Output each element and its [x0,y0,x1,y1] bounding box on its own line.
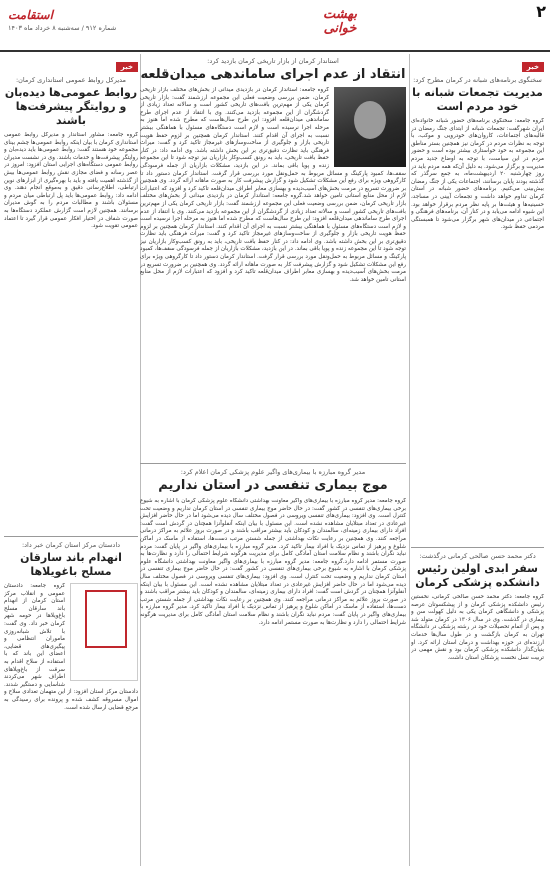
article-lead: سخنگوی برنامه‌های شبانه در کرمان مطرح کرد: [413,76,542,84]
governor-photo [334,87,406,167]
section-logo: بهشت خوانی [323,7,357,36]
right-column [411,54,544,866]
article-title: مدیریت تجمعات شبانه با خود مردم است [412,86,543,113]
article-body: گروه جامعه: مشاور استاندار و مدیرکل روابط عمومی استانداری کرمان با بیان اینکه روابط عمومی‌ها چشم بینای مجموعه خود هستند گفت: روابط عمومی‌ها باید دیده‌بان و روایتگر پیشرفت‌ها و خدمات باشند. وی در نشست مدیران روابط عمومی دستگاه‌های اجرایی استان افزود: امروز در عصر رسانه و فضای مجازی نقش روابط عمومی‌ها بیش از گذشته اهمیت یافته و باید با بهره‌گیری از ابزارهای نوین ارتباطی، اطلاع‌رسانی دقیق و به‌موقع انجام دهند. وی ادامه داد: روابط عمومی‌ها باید پل ارتباطی میان مردم و مسئولان باشند و مطالبات مردم را به گوش مدیران برسانند. همچنین لازم است گزارش عملکرد دستگاه‌ها به صورت شفاف در اختیار افکار عمومی قرار گیرد تا اعتماد عمومی تقویت شود. [4,132,138,230]
column-divider [409,54,410,866]
divider [140,463,406,464]
news-tag: خبر [116,62,138,72]
left-column [4,54,138,866]
article-body: گروه جامعه: دادستان عمومی و انقلاب مرکز استان کرمان از انهدام باند سارقان مسلح باغ‌ویلاها در حومه شهر کرمان خبر داد. وی گفت: با تلاش شبانه‌روزی ماموران انتظامی و پیگیری‌های قضایی، اعضای این باند که با استفاده از سلاح اقدام به سرقت از باغ‌ویلاهای اطراف شهر می‌کردند شناسایی و دستگیر شدند. دادستان مرکز استان افزود: از این متهمان تعدادی سلاح و اموال مسروقه کشف شده و پرونده برای رسیدگی به مرجع قضایی ارسال شده است. [4,583,138,711]
page-header [0,0,550,52]
article-lead: دکتر محمد حسن صالحی کرمانی درگذشت: [419,552,536,560]
brand-logo: استقامت [8,8,53,22]
article-body: گروه جامعه: دکتر محمد حسن صالحی کرمانی، نخستین رئیس دانشکده پزشکی کرمان و از پیشکسوتان عرصه پزشکی و دانشگاهی کرمان یکی به دلیل کهولت سن و بیماری در گذشت. وی در سال ۱۳۰۶ در کرمان متولد شد و پس از اتمام تحصیلات خود در رشته پزشکی در دانشگاه تهران به کرمان بازگشت و در طول سال‌ها خدمات ارزنده‌ای در حوزه بهداشت و درمان استان ارائه کرد. او بنیان‌گذار دانشکده پزشکی کرمان بود و نقش مهمی در تربیت نسل نخست پزشکان استان داشت. [411,594,544,661]
article-lead: دادستان مرکز استان کرمان خبر داد: [21,541,121,549]
bag-icon [85,590,127,648]
article-title: انهدام باند سارقان مسلح باغویلاها [20,551,122,578]
article-body: گروه جامعه: سخنگوی برنامه‌های حضور شبانه خانواده‌ای ایران شهرگفت: تجمعات شبانه از ابتدای جنگ رمضان در قالبه‌های اجتماعات، کاروان‌های خودرویی و موکب، با توجه به نظرات مردم در کرمان نیز همچنین بستر مناطق این مجموعه به خود خواستاری بیشتر بوده است و حضور مردم در این سیاست، با توجه به اوضاع جدید مردم مدیریت و برگزار می‌شود. به دلیل آن‌که همه مردم باید در روز چهارشنبه ۲۰ اردیبهشت‌ماه، به جمع سرگذر که گذشته بودند پایان برسانند، اجتماعات یکی از جنگ رمضان بیش‌بینی می‌کنیم. برنامه‌های حضور شبانه در استان کرمان تداوم خواهد داشت و تجمعات آیینی در مساجد، حسینیه‌ها و هیئت‌ها بر پایه نظر مردم برقرار خواهد بود. این شیوه ادامه می‌یابد و در کنار آن، برنامه‌های فرهنگی و اجتماعی در میدان‌های شهر برگزار می‌شود تا همبستگی مردمی حفظ شود. [411,118,544,231]
advert-image [70,583,138,681]
news-tag: خبر [522,62,544,72]
second-title: موج بیماری تنفسی در استان نداریم [158,478,388,493]
article-title: سفر ابدی اولین رئیس دانشکده پزشکی کرمان [415,562,540,589]
article-title: روابط عمومی‌ها دیده‌بان و روایتگر پیشرفت‌ها باشند [4,86,138,127]
article-lead: مدیرکل روابط عمومی استانداری کرمان: [15,76,127,84]
main-lead: استاندار کرمان از بازار تاریخی کرمان بازدید کرد: [207,57,339,65]
page-number: ۲ [536,2,546,21]
divider [411,547,544,548]
divider [4,536,138,537]
main-body: گروه جامعه: استاندار کرمان در بازدیدی میدانی از بخش‌های مختلف بازار تاریخی کرمان، ضمن بررسی وضعیت فعلی این مجموعه ارزشمند گفت: بازار تاریخی کرمان یکی از مهم‌ترین بافت‌های تاریخی کشور است و سالانه تعداد زیادی از گردشگران از این مجموعه بازدید می‌کنند. وی با انتقاد از عدم اجرای طرح ساماندهی میدان‌قلعه افزود: این طرح سال‌هاست که مطرح شده اما هنوز به مرحله اجرا نرسیده است و لازم است دستگاه‌های مسئول با هماهنگی بیشتر نسبت به اجرای آن اقدام کنند. استاندار کرمان همچنین بر لزوم حفظ هویت تاریخی بازار و جلوگیری از ساخت‌وسازهای غیرمجاز تاکید کرد و گفت: میراث فرهنگی باید نظارت دقیق‌تری بر این بخش داشته باشد. وی ادامه داد: در کنار حفظ بافت تاریخی، باید به رونق کسب‌وکار بازاریان نیز توجه شود تا این مجموعه زنده و پویا باقی بماند. در این بازدید، مشکلات بازاریان از جمله فرسودگی سقف‌ها، کمبود پارکینگ و مسائل مربوط به حمل‌ونقل مورد بررسی قرار گرفت. استاندار کرمان دستور داد تا کارگروهی ویژه برای رفع این مشکلات تشکیل شود و گزارش پیشرفت کار به صورت ماهانه ارائه گردد. وی همچنین بر ضرورت تسریع در مرمت بخش‌های آسیب‌دیده و بهسازی معابر اطراف میدان‌قلعه تاکید کرد و افزود که اعتبارات لازم از محل منابع استانی تامین خواهد شد.گروه جامعه: استاندار کرمان در بازدیدی میدانی از بخش‌های مختلف بازار تاریخی کرمان، ضمن بررسی وضعیت فعلی این مجموعه ارزشمند گفت: بازار تاریخی کرمان یکی از مهم‌ترین بافت‌های تاریخی کشور است و سالانه تعداد زیادی از گردشگران از این مجموعه بازدید می‌کنند. وی با انتقاد از عدم اجرای طرح ساماندهی میدان‌قلعه افزود: این طرح سال‌هاست که مطرح شده اما هنوز به مرحله اجرا نرسیده است و لازم است دستگاه‌های مسئول با هماهنگی بیشتر نسبت به اجرای آن اقدام کنند. استاندار کرمان همچنین بر لزوم حفظ هویت تاریخی بازار و جلوگیری از ساخت‌وسازهای غیرمجاز تاکید کرد و گفت: میراث فرهنگی باید نظارت دقیق‌تری بر این بخش داشته باشد. وی ادامه داد: در کنار حفظ بافت تاریخی، باید به رونق کسب‌وکار بازاریان نیز توجه شود تا این مجموعه زنده و پویا باقی بماند. در این بازدید، مشکلات بازاریان از جمله فرسودگی سقف‌ها، کمبود پارکینگ و مسائل مربوط به حمل‌ونقل مورد بررسی قرار گرفت. استاندار کرمان دستور داد تا کارگروهی ویژه برای رفع این مشکلات تشکیل شود و گزارش پیشرفت کار به صورت ماهانه ارائه گردد. وی همچنین بر ضرورت تسریع در مرمت بخش‌های آسیب‌دیده و بهسازی معابر اطراف میدان‌قلعه تاکید کرد و افزود که اعتبارات لازم از محل منابع استانی تامین خواهد شد. [140,87,406,283]
second-lead: مدیر گروه مبارزه با بیماری‌های واگیر علوم پزشکی کرمان اعلام کرد: [180,468,366,476]
second-body: گروه جامعه: مدیر گروه مبارزه با بیماری‌های واگیر معاونت بهداشتی دانشگاه علوم پزشکی کرمان با اشاره به شیوع برخی بیماری‌های تنفسی در کشور گفت: در حال حاضر موج بیماری تنفسی در استان کرمان نداریم و وضعیت تحت کنترل است. وی افزود: بیماری‌های تنفسی ویروسی در فصول مختلف سال دیده می‌شود اما در حال حاضر افزایش غیرعادی در تعداد مبتلایان مشاهده نشده است. این مسئول با بیان اینکه آنفلوآنزا همچنان در گردش است گفت: افراد دارای بیماری زمینه‌ای، سالمندان و کودکان باید بیشتر مراقب باشند و در صورت بروز علائم به مراکز درمانی مراجعه کنند. وی همچنین بر رعایت نکات بهداشتی از جمله شستن مرتب دست‌ها، استفاده از ماسک در اماکن شلوغ و پرهیز از تماس نزدیک با افراد بیمار تاکید کرد. مدیر گروه مبارزه با بیماری‌های واگیر در پایان گفت: مردم نباید نگران باشند و نظام سلامت استان آمادگی کامل برای مدیریت هرگونه شرایط احتمالی را دارد و نظارت‌ها به صورت مستمر ادامه دارد.گروه جامعه: مدیر گروه مبارزه با بیماری‌های واگیر معاونت بهداشتی دانشگاه علوم پزشکی کرمان با اشاره به شیوع برخی بیماری‌های تنفسی در کشور گفت: در حال حاضر موج بیماری تنفسی در استان کرمان نداریم و وضعیت تحت کنترل است. وی افزود: بیماری‌های تنفسی ویروسی در فصول مختلف سال دیده می‌شود اما در حال حاضر افزایش غیرعادی در تعداد مبتلایان مشاهده نشده است. این مسئول با بیان اینکه آنفلوآنزا همچنان در گردش است گفت: افراد دارای بیماری زمینه‌ای، سالمندان و کودکان باید بیشتر مراقب باشند و در صورت بروز علائم به مراکز درمانی مراجعه کنند. وی همچنین بر رعایت نکات بهداشتی از جمله شستن مرتب دست‌ها، استفاده از ماسک در اماکن شلوغ و پرهیز از تماس نزدیک با افراد بیمار تاکید کرد. مدیر گروه مبارزه با بیماری‌های واگیر در پایان گفت: مردم نباید نگران باشند و نظام سلامت استان آمادگی کامل برای مدیریت هرگونه شرایط احتمالی را دارد و نظارت‌ها به صورت مستمر ادامه دارد. [140,498,406,626]
main-title: انتقاد از عدم اجرای ساماندهی میدان‌قلعه [140,67,406,82]
main-column [140,54,406,830]
issue-info: شماره ۹۱۲ / سه‌شنبه ۸ خرداد ماه ۱۴۰۳ [8,24,117,32]
